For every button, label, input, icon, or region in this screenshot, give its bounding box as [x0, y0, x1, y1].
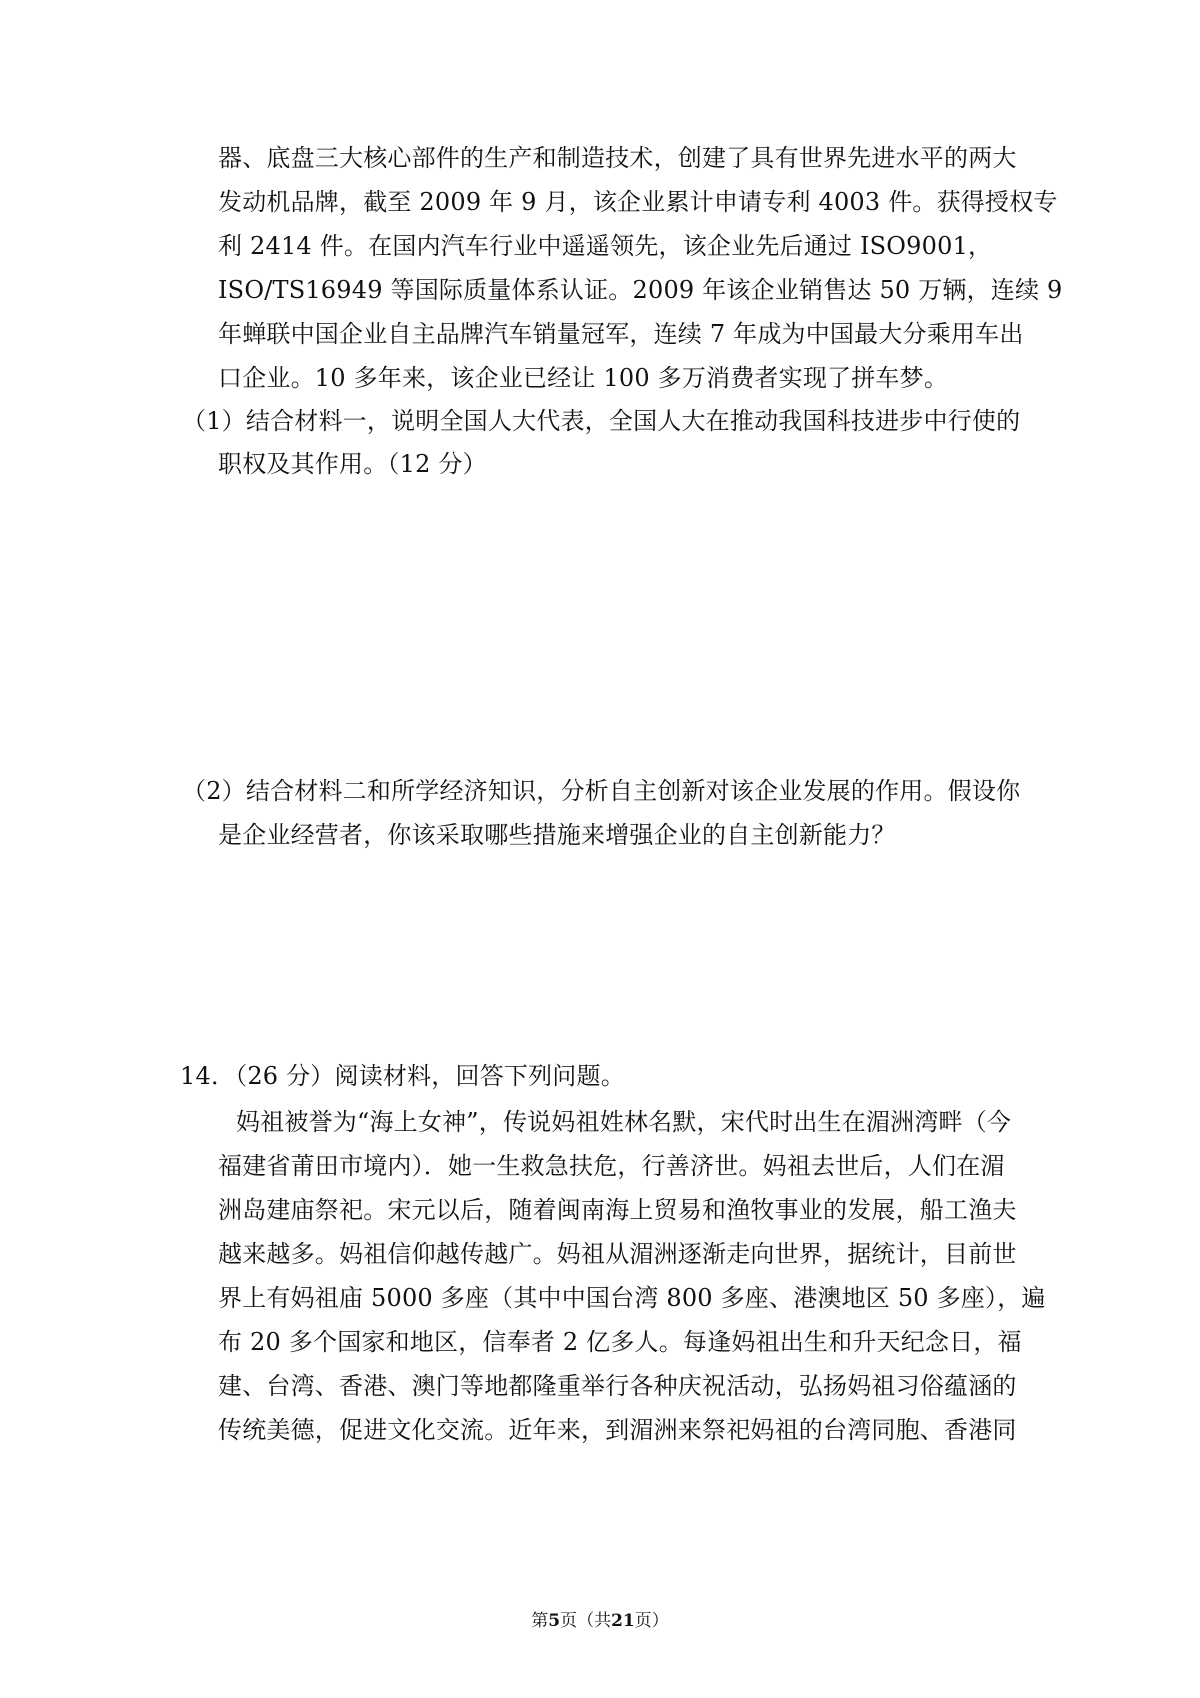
material-two-line-1: 器、底盘三大核心部件的生产和制造技术，创建了具有世界先进水平的两大	[218, 144, 1017, 172]
question-14-material-line-5: 界上有妈祖庙 5000 多座（其中中国台湾 800 多座、港澳地区 50 多座），遍	[218, 1284, 1046, 1312]
footer-page-number: 5	[548, 1611, 561, 1631]
footer-middle: 页（共	[560, 1611, 612, 1631]
material-two-line-4: ISO/TS16949 等国际质量体系认证。2009 年该企业销售达 50 万辆，连续 9	[218, 276, 1063, 304]
footer-total-pages: 21	[611, 1611, 635, 1631]
sub-question-1-line-1: （1）结合材料一，说明全国人大代表，全国人大在推动我国科技进步中行使的	[182, 407, 1021, 435]
footer-prefix: 第	[531, 1611, 549, 1631]
question-14-material-line-6: 布 20 多个国家和地区，信奉者 2 亿多人。每逢妈祖出生和升天纪念日，福	[218, 1328, 1022, 1356]
material-two-line-3: 利 2414 件。在国内汽车行业中遥遥领先，该企业先后通过 ISO9001，	[218, 232, 993, 260]
sub-question-2-line-2: 是企业经营者，你该采取哪些措施来增强企业的自主创新能力？	[218, 821, 896, 849]
question-14-material-line-7: 建、台湾、香港、澳门等地都隆重举行各种庆祝活动，弘扬妈祖习俗蕴涵的	[218, 1372, 1017, 1400]
material-two-line-5: 年蝉联中国企业自主品牌汽车销量冠军，连续 7 年成为中国最大分乘用车出	[218, 320, 1024, 348]
question-14-material-line-8: 传统美德，促进文化交流。近年来，到湄洲来祭祀妈祖的台湾同胞、香港同	[218, 1416, 1017, 1444]
footer-suffix: 页）	[634, 1611, 669, 1631]
question-14-material-line-4: 越来越多。妈祖信仰越传越广。妈祖从湄洲逐渐走向世界，据统计，目前世	[218, 1240, 1017, 1268]
question-14-header: 14．（26 分）阅读材料，回答下列问题。	[180, 1062, 625, 1090]
sub-question-2-line-1: （2）结合材料二和所学经济知识，分析自主创新对该企业发展的作用。假设你	[182, 777, 1021, 805]
page-footer	[0, 1610, 1200, 1632]
question-14-material-line-2: 福建省莆田市境内）．她一生救急扶危，行善济世。妈祖去世后，人们在湄	[218, 1152, 1005, 1180]
material-two-line-6: 口企业。10 多年来，该企业已经让 100 多万消费者实现了拼车梦。	[218, 364, 949, 392]
sub-question-1-line-2: 职权及其作用。（12 分）	[218, 450, 487, 478]
question-14-material-line-3: 洲岛建庙祭祀。宋元以后，随着闽南海上贸易和渔牧事业的发展，船工渔夫	[218, 1196, 1017, 1224]
question-14-material-line-1: 妈祖被誉为“海上女神”，传说妈祖姓林名默，宋代时出生在湄洲湾畔（今	[236, 1108, 1012, 1136]
material-two-line-2: 发动机品牌，截至 2009 年 9 月，该企业累计申请专利 4003 件。获得授权专	[218, 188, 1058, 216]
